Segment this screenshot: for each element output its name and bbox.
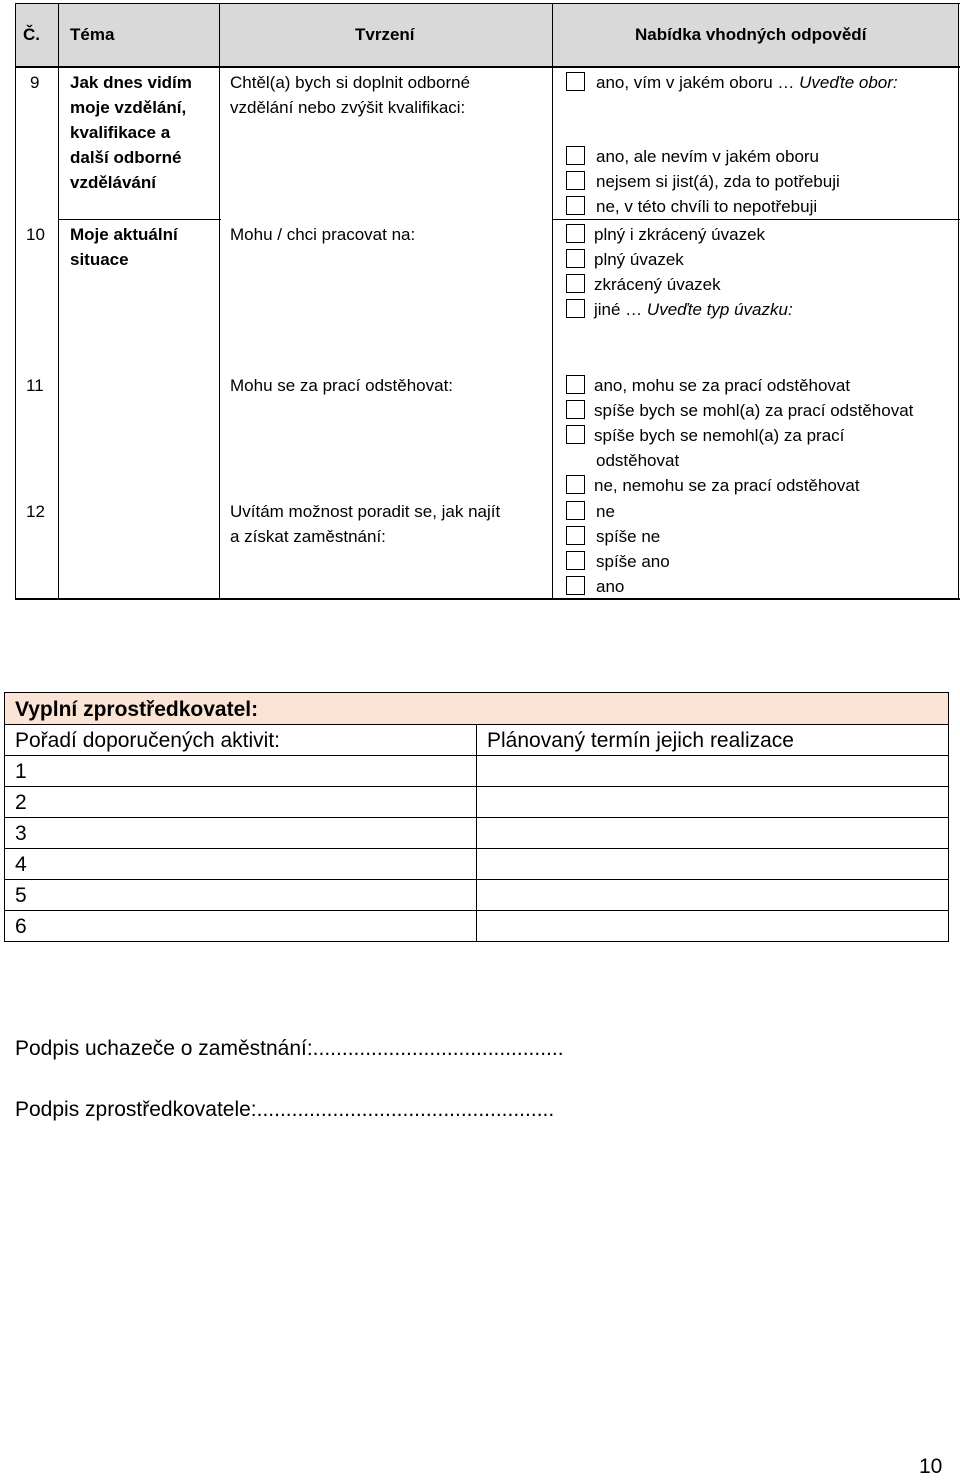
checkbox-row11-opt3[interactable] bbox=[566, 425, 585, 444]
row-11-statement: Mohu se za prací odstěhovat: bbox=[230, 376, 454, 395]
table2-border-left bbox=[4, 692, 5, 942]
row-11-number: 11 bbox=[26, 376, 44, 395]
row-9-topic-line5: vzdělávání bbox=[70, 173, 156, 192]
checkbox-row10-opt4[interactable] bbox=[566, 299, 585, 318]
checkbox-row11-opt4[interactable] bbox=[566, 475, 585, 494]
signature-mediator[interactable]: Podpis zprostředkovatele:................................................... bbox=[15, 1098, 555, 1121]
checkbox-row9-opt2[interactable] bbox=[566, 146, 585, 165]
option-row11-2: spíše bych se mohl(a) za prací odstěhovat bbox=[594, 401, 914, 420]
option-row12-2: spíše ne bbox=[596, 527, 661, 546]
header-number: Č. bbox=[23, 25, 40, 44]
option-row9-1 bbox=[596, 70, 898, 95]
header-topic: Téma bbox=[70, 25, 115, 44]
checkbox-row10-opt2[interactable] bbox=[566, 249, 585, 268]
header-answers: Nabídka vhodných odpovědí bbox=[635, 25, 867, 44]
option-row9-1-italic: Uveďte obor: bbox=[799, 73, 898, 92]
option-row10-2: plný úvazek bbox=[594, 250, 684, 269]
checkbox-row12-opt1[interactable] bbox=[566, 501, 585, 520]
table2-row-5: 5 bbox=[15, 884, 27, 907]
table1-border-bottom bbox=[15, 598, 960, 600]
option-row10-4-italic: Uveďte typ úvazku: bbox=[646, 300, 793, 319]
option-row9-1-text: ano, vím v jakém oboru … bbox=[596, 73, 800, 92]
table2-border-right bbox=[948, 692, 949, 942]
checkbox-row9-opt1[interactable] bbox=[566, 72, 585, 91]
table2-row-4: 4 bbox=[15, 853, 27, 876]
table2-row-2: 2 bbox=[15, 791, 27, 814]
option-row10-3: zkrácený úvazek bbox=[594, 275, 721, 294]
row-10-statement: Mohu / chci pracovat na: bbox=[230, 225, 416, 244]
table1-border-left bbox=[15, 3, 16, 600]
checkbox-row9-opt3[interactable] bbox=[566, 171, 585, 190]
row-12-statement-line1: Uvítám možnost poradit se, jak najít bbox=[230, 502, 501, 521]
option-row12-1: ne bbox=[596, 502, 615, 521]
page-number: 10 bbox=[919, 1455, 943, 1478]
row-9-topic-line2: moje vzdělání, bbox=[70, 98, 187, 117]
row-12-number: 12 bbox=[26, 502, 45, 521]
option-row11-1: ano, mohu se za prací odstěhovat bbox=[594, 376, 851, 395]
row-9-topic-line4: další odborné bbox=[70, 148, 182, 167]
table1-row-divider-topic bbox=[58, 219, 221, 220]
option-row9-4: ne, v této chvíli to nepotřebuji bbox=[596, 197, 818, 216]
table1-col-divider-2 bbox=[219, 3, 220, 600]
option-row11-3: spíše bych se nemohl(a) za prací bbox=[594, 426, 845, 445]
table2-row-6: 6 bbox=[15, 915, 27, 938]
table1-header-divider bbox=[15, 66, 960, 68]
checkbox-row10-opt1[interactable] bbox=[566, 224, 585, 243]
row-9-topic-line1: Jak dnes vidím bbox=[70, 73, 192, 92]
checkbox-row9-opt4[interactable] bbox=[566, 196, 585, 215]
header-statement: Tvrzení bbox=[355, 25, 415, 44]
option-row10-4-text: jiné … bbox=[594, 300, 647, 319]
row-9-statement-line2: vzdělání nebo zvýšit kvalifikaci: bbox=[230, 98, 466, 117]
checkbox-row11-opt2[interactable] bbox=[566, 400, 585, 419]
table2-border-top bbox=[4, 692, 949, 693]
row-9-topic-line3: kvalifikace a bbox=[70, 123, 171, 142]
row-10-topic-line2: situace bbox=[70, 250, 129, 269]
option-row12-4: ano bbox=[596, 577, 625, 596]
table1-col-divider-3 bbox=[552, 3, 553, 600]
table2-title: Vyplní zprostředkovatel: bbox=[15, 698, 259, 721]
row-10-number: 10 bbox=[26, 225, 45, 244]
option-row12-3: spíše ano bbox=[596, 552, 670, 571]
table1-col-divider-1 bbox=[58, 3, 59, 600]
option-row9-2: ano, ale nevím v jakém oboru bbox=[596, 147, 820, 166]
checkbox-row12-opt4[interactable] bbox=[566, 576, 585, 595]
table2-row-1: 1 bbox=[15, 760, 27, 783]
row-9-statement-line1: Chtěl(a) bych si doplnit odborné bbox=[230, 73, 471, 92]
table1-border-top bbox=[15, 3, 960, 4]
checkbox-row10-opt3[interactable] bbox=[566, 274, 585, 293]
checkbox-row12-opt3[interactable] bbox=[566, 551, 585, 570]
option-row10-4 bbox=[594, 297, 793, 322]
option-row11-4: ne, nemohu se za prací odstěhovat bbox=[594, 476, 860, 495]
row-12-statement-line2: a získat zaměstnání: bbox=[230, 527, 386, 546]
option-row10-1: plný i zkrácený úvazek bbox=[594, 225, 766, 244]
option-row9-3: nejsem si jist(á), zda to potřebuji bbox=[596, 172, 840, 191]
option-row11-3-continuation: odstěhovat bbox=[596, 451, 680, 470]
signature-applicant[interactable]: Podpis uchazeče o zaměstnání:........................................... bbox=[15, 1037, 564, 1060]
table2-row-3: 3 bbox=[15, 822, 27, 845]
table2-col2-header: Plánovaný termín jejich realizace bbox=[487, 729, 794, 752]
checkbox-row12-opt2[interactable] bbox=[566, 526, 585, 545]
row-10-topic-line1: Moje aktuální bbox=[70, 225, 178, 244]
table1-border-right bbox=[958, 3, 959, 600]
checkbox-row11-opt1[interactable] bbox=[566, 375, 585, 394]
row-9-number: 9 bbox=[30, 73, 40, 92]
table1-row-divider-answers bbox=[552, 219, 960, 220]
table2-col1-header: Pořadí doporučených aktivit: bbox=[15, 729, 280, 752]
table2-col-divider bbox=[476, 724, 477, 942]
